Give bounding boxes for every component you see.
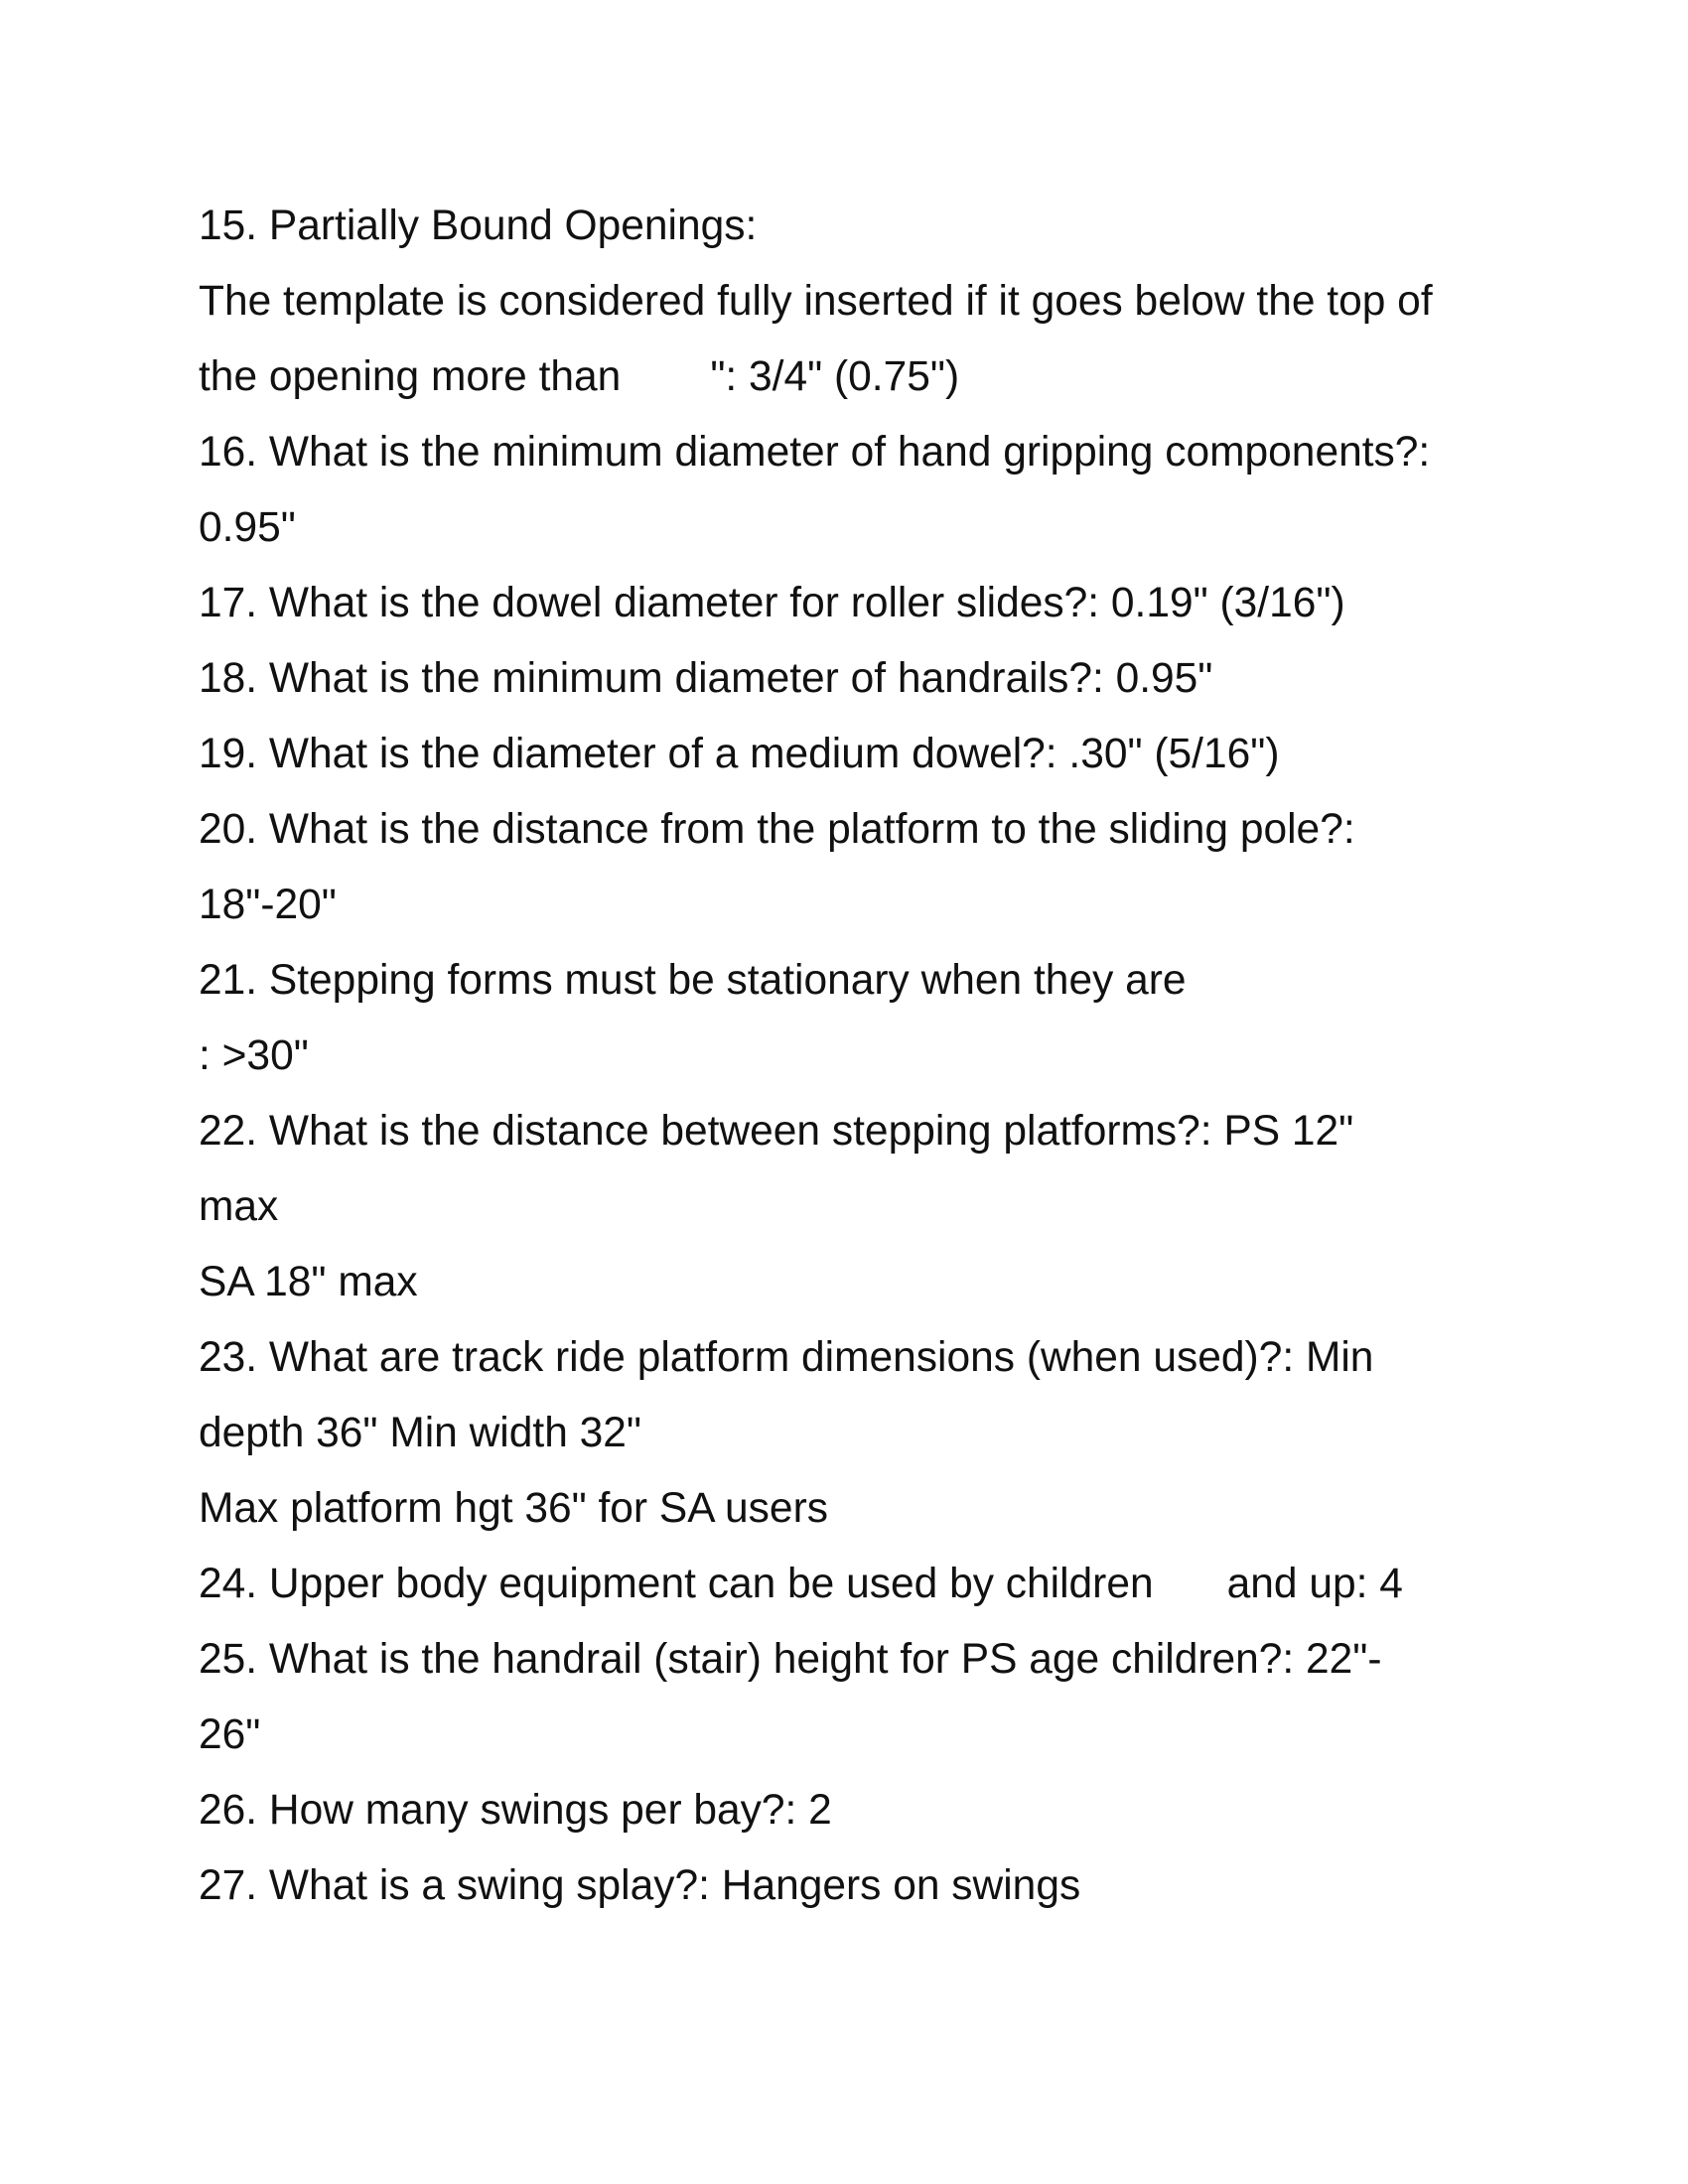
question-25-line-2: 26" (199, 1711, 261, 1758)
question-24-answer: and up: 4 (1226, 1561, 1403, 1607)
question-27: 27. What is a swing splay?: Hangers on swings (199, 1862, 1081, 1909)
question-21-line-1: 21. Stepping forms must be stationary when they are (199, 957, 1187, 1004)
question-20-line-2: 18"-20" (199, 882, 337, 928)
question-15-text-line-1: The template is considered fully inserted if it goes below the top of (199, 278, 1433, 325)
question-21-line-2: : >30" (199, 1032, 309, 1079)
question-26: 26. How many swings per bay?: 2 (199, 1787, 832, 1834)
question-23-line-3: Max platform hgt 36" for SA users (199, 1485, 828, 1532)
question-17: 17. What is the dowel diameter for roller slides?: 0.19" (3/16") (199, 580, 1345, 626)
question-22-line-2: max (199, 1183, 279, 1230)
question-23-line-1: 23. What are track ride platform dimensions (when used)?: Min (199, 1334, 1374, 1381)
question-15-text-before-blank: the opening more than (199, 353, 622, 400)
question-18: 18. What is the minimum diameter of handrails?: 0.95" (199, 655, 1213, 702)
question-19: 19. What is the diameter of a medium dowel?: .30" (5/16") (199, 731, 1280, 777)
question-15-text-line-2 (199, 340, 1519, 415)
question-15-answer: ": 3/4" (0.75") (710, 353, 960, 400)
document-page (199, 189, 1519, 1924)
question-22-line-3: SA 18" max (199, 1259, 418, 1305)
question-16-line-1: 16. What is the minimum diameter of hand gripping components?: (199, 429, 1431, 476)
question-24 (199, 1547, 1519, 1622)
question-24-text-before-blank: 24. Upper body equipment can be used by children (199, 1561, 1154, 1607)
question-15-heading: 15. Partially Bound Openings: (199, 203, 758, 249)
question-20-line-1: 20. What is the distance from the platform to the sliding pole?: (199, 806, 1355, 853)
question-16-line-2: 0.95" (199, 504, 296, 551)
question-25-line-1: 25. What is the handrail (stair) height for PS age children?: 22"- (199, 1636, 1382, 1683)
question-22-line-1: 22. What is the distance between stepping platforms?: PS 12" (199, 1108, 1354, 1155)
question-23-line-2: depth 36" Min width 32" (199, 1410, 642, 1456)
